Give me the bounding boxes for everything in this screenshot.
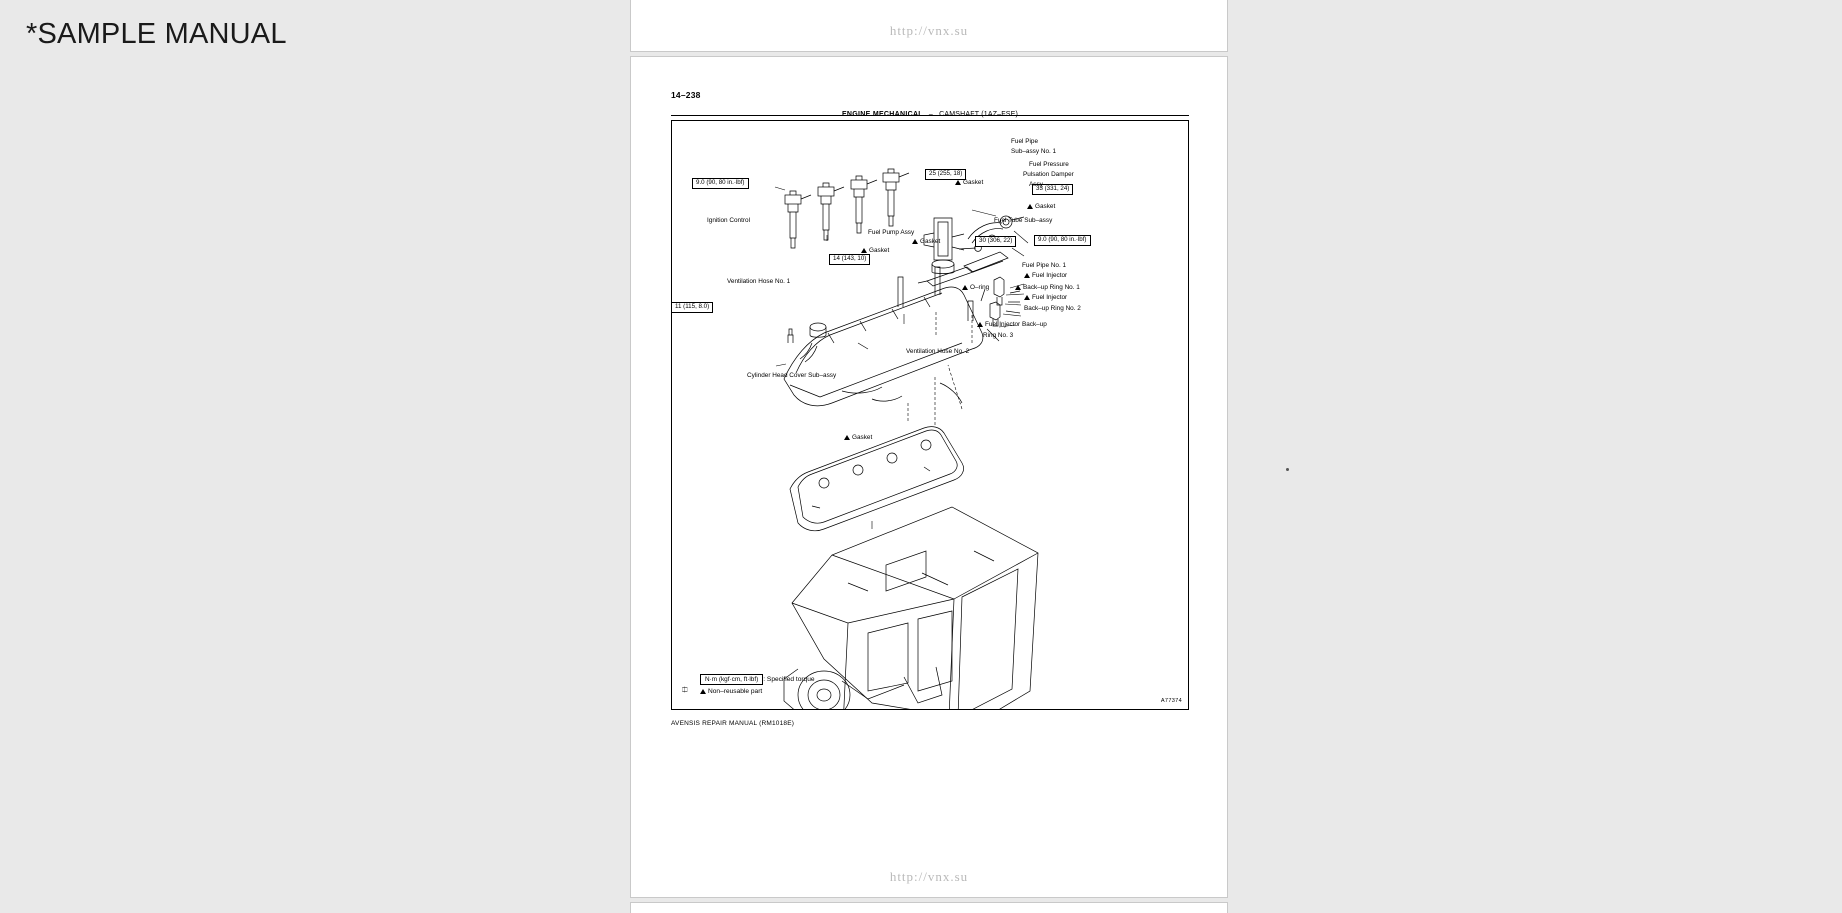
callout-label [1024,272,1067,280]
page-header [671,103,1189,121]
figure-drawing [672,121,1188,709]
figure-code: A77374 [1160,698,1182,704]
site-watermark: http://vnx.su [889,23,969,38]
callout-text: Gasket [1035,203,1056,210]
non-reusable-triangle-icon [844,435,850,440]
torque-spec-box: 33 (331, 24) [1032,184,1073,195]
torque-spec-box: 14 (143, 10) [829,254,870,265]
callout-text: Gasket [920,238,941,245]
callout-text: Fuel Injector [1032,294,1068,301]
callout-label [1024,294,1067,302]
callout-label [861,247,889,255]
non-reusable-triangle-icon [1024,295,1030,300]
callout-label: Back–up Ring No. 2 [1024,305,1081,312]
non-reusable-triangle-icon [977,322,983,327]
non-reusable-triangle-icon [700,689,706,694]
callout-label [1027,203,1055,211]
callout-label: Fuel Pump Assy [868,229,915,236]
non-reusable-triangle-icon [962,285,968,290]
non-reusable-triangle-icon [861,248,867,253]
callout-label [912,238,940,246]
header-section: ENGINE MECHANICAL [841,111,923,118]
callout-label: Sub–assy No. 1 [1011,148,1057,155]
next-page[interactable] [630,902,1228,913]
torque-spec-box: 9.0 (90, 80 in.·lbf) [692,178,749,189]
previous-page[interactable] [630,0,1228,52]
stray-dot [1286,468,1289,471]
non-reusable-triangle-icon [1027,204,1033,209]
torque-spec-box: 30 (306, 22) [975,236,1016,247]
non-reusable-legend [700,688,815,695]
callout-label [962,284,989,292]
callout-label: Ring No. 3 [983,332,1014,339]
callout-text: Gasket [852,434,873,441]
non-reusable-text: Non–reusable part [708,688,763,695]
callout-text: O–ring [970,284,990,291]
torque-spec-box: 9.0 (90, 80 in.·lbf) [1034,235,1091,246]
site-watermark: http://vnx.su [889,869,969,884]
torque-unit-box: N·m (kgf·cm, ft·lbf) [700,674,763,685]
non-reusable-triangle-icon [1024,273,1030,278]
header-subject: CAMSHAFT (1AZ–FSE) [939,111,1019,118]
exploded-view-figure [671,120,1189,710]
callout-label: Fuel Pipe No. 1 [1022,262,1067,269]
callout-label: Ventilation Hose No. 2 [906,348,970,355]
non-reusable-triangle-icon [912,239,918,244]
callout-text: Gasket [963,179,984,186]
callout-text: Fuel Injector Back–up [985,321,1047,328]
torque-spec-box: 11 (115, 8.0) [671,302,713,313]
non-reusable-triangle-icon [1015,285,1021,290]
non-reusable-triangle-icon [955,180,961,185]
callout-label [844,434,872,442]
torque-spec-box: 25 (255, 18) [925,169,966,180]
figure-legend [700,674,815,695]
callout-text: Gasket [869,247,890,254]
callout-label: Ignition Control [707,217,750,224]
callout-label [977,321,1047,329]
callout-label [955,179,983,187]
callout-label: Pulsation Damper [1023,171,1074,178]
page-footer: AVENSIS REPAIR MANUAL (RM1018E) [671,720,795,727]
callout-label: Cylinder Head Cover Sub–assy [747,372,837,379]
callout-label: Fuel Pressure [1029,161,1069,168]
header-rule [671,115,1189,116]
callout-label: Fuel Tube Sub–assy [994,217,1053,224]
callout-label: Ventilation Hose No. 1 [727,278,791,285]
legend-icon: ⎅ [682,686,688,694]
callout-label: Assy [1029,181,1043,188]
header-dash: – [928,111,934,118]
callout-label: Fuel Pipe [1011,138,1038,145]
manual-page[interactable] [630,56,1228,898]
sample-manual-watermark: *SAMPLE MANUAL [26,18,287,50]
callout-text: Fuel Injector [1032,272,1068,279]
page-number: 14–238 [671,90,701,100]
callout-label [1015,284,1080,292]
torque-unit-note: : Specified torque [763,676,815,683]
callout-text: Back–up Ring No. 1 [1023,284,1080,291]
